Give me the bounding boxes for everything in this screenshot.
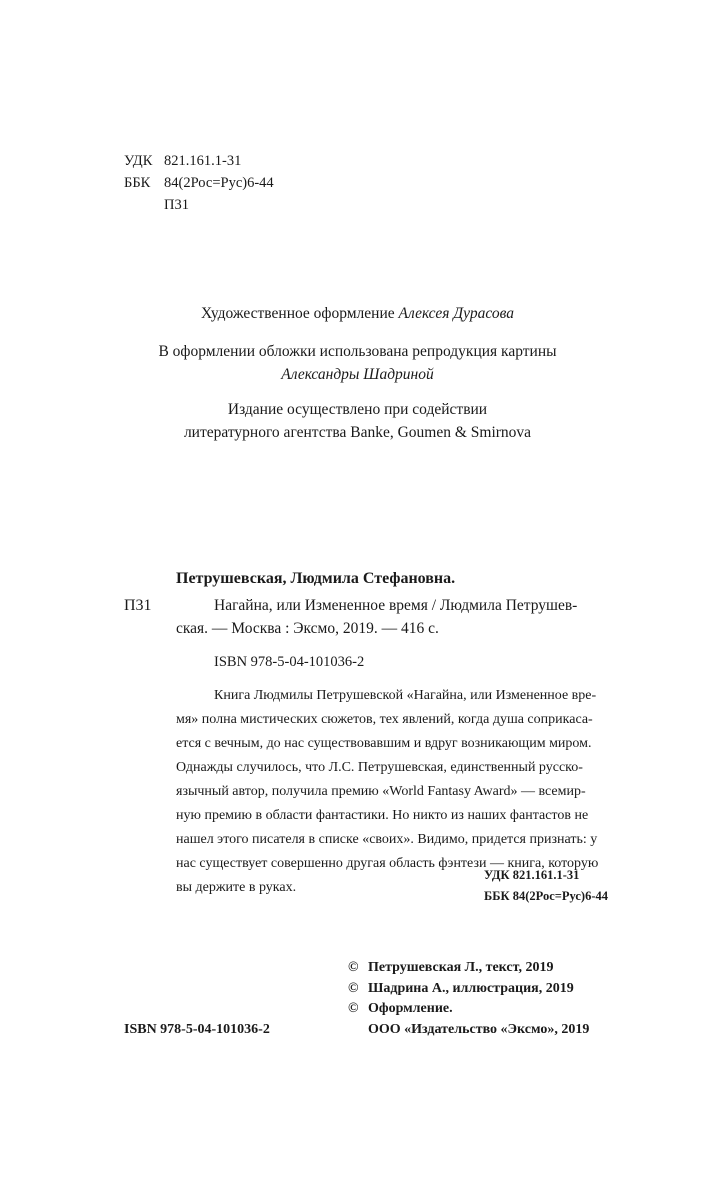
bbk-right: ББК 84(2Рос=Рус)6-44	[484, 889, 608, 903]
agency-line-2: литературного агентства Banke, Goumen & Smirnova	[183, 424, 532, 441]
copyright-symbol: ©	[348, 981, 359, 996]
title-line-2: ская. — Москва : Эксмо, 2019. — 416 с.	[176, 620, 439, 637]
design-credit	[0, 302, 715, 325]
design-credit-prefix: Художественное оформление	[201, 305, 395, 322]
classification-block	[124, 150, 274, 216]
annotation-line: Однажды случилось, что Л.С. Петрушевская, единственный русско-	[176, 760, 583, 775]
annotation-line: вы держите в руках.	[176, 880, 297, 895]
annotation-line: ную премию в области фантастики. Но никто из наших фантастов не	[176, 808, 589, 823]
cover-artist	[0, 363, 715, 386]
copyright-line-3: © Оформление.	[348, 1001, 453, 1016]
bibliographic-mark: П31	[124, 597, 152, 614]
isbn-record: ISBN 978-5-04-101036-2	[214, 654, 365, 670]
copyright-line-2: © Шадрина А., иллюстрация, 2019	[348, 981, 574, 996]
copyright-line-4: ООО «Издательство «Эксмо», 2019	[368, 1022, 590, 1037]
annotation-line: Книга Людмилы Петрушевской «Нагайна, или Измененное вре-	[214, 688, 597, 703]
annotation-line: язычный автор, получила премию «World Fantasy Award» — всемир-	[176, 784, 586, 799]
isbn-bottom: ISBN 978-5-04-101036-2	[124, 1022, 270, 1037]
annotation-line: мя» полна мистических сюжетов, тех явлений, когда душа соприкаса-	[176, 712, 593, 727]
copyright-symbol: ©	[348, 960, 359, 975]
annotation-line: нашел этого писателя в списке «своих». Видимо, придется признать: у	[176, 832, 598, 847]
udk-label: УДК	[124, 153, 153, 169]
agency-line-1: Издание осуществлено при содействии	[227, 401, 488, 418]
cover-artist-name: Александры Шадриной	[281, 366, 434, 383]
copyright-line-1: © Петрушевская Л., текст, 2019	[348, 960, 554, 975]
annotation-line: ется с вечным, до нас существовавшим и вдруг возникающим миром.	[176, 736, 592, 751]
title-line-1: Нагайна, или Измененное время / Людмила Петрушев-	[214, 597, 578, 614]
bbk-value: 84(2Рос=Рус)6-44	[164, 175, 274, 191]
udk-value: 821.161.1-31	[164, 153, 242, 169]
udk-right: УДК 821.161.1-31	[484, 868, 580, 882]
copyright-symbol: ©	[348, 1001, 359, 1016]
designer-name: Алексея Дурасова	[398, 305, 514, 322]
author-mark: П31	[164, 197, 189, 213]
cover-credit-line: В оформлении обложки использована репродукция картины	[158, 343, 557, 360]
author-heading: Петрушевская, Людмила Стефановна.	[176, 570, 456, 587]
annotation-line: нас существует совершенно другая область фэнтези — книга, которую	[176, 856, 599, 871]
bbk-label: ББК	[124, 175, 151, 191]
